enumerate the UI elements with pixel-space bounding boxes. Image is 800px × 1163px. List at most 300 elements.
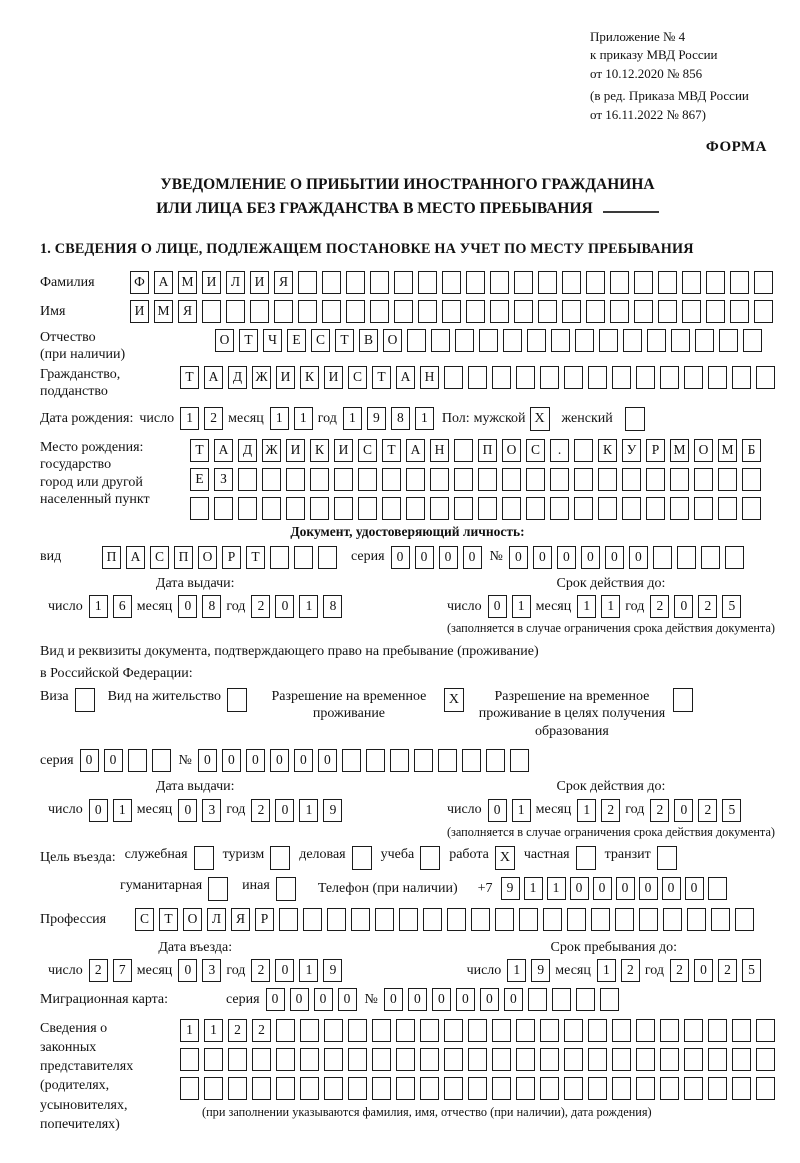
char-box[interactable] xyxy=(528,988,547,1011)
char-box[interactable] xyxy=(418,300,437,323)
char-box[interactable] xyxy=(454,497,473,520)
char-box[interactable] xyxy=(190,497,209,520)
char-box[interactable] xyxy=(447,908,466,931)
char-box[interactable]: 1 xyxy=(512,595,531,618)
purpose-humanitarian-checkbox[interactable] xyxy=(208,877,228,901)
char-box[interactable] xyxy=(468,1019,487,1042)
char-box[interactable] xyxy=(492,1019,511,1042)
char-box[interactable] xyxy=(495,908,514,931)
char-box[interactable] xyxy=(732,1019,751,1042)
purpose-private-checkbox[interactable] xyxy=(576,846,596,870)
char-box[interactable]: 0 xyxy=(488,595,507,618)
char-box[interactable]: 3 xyxy=(202,799,221,822)
char-box[interactable] xyxy=(468,366,487,389)
char-box[interactable]: 2 xyxy=(252,1019,271,1042)
char-box[interactable] xyxy=(663,908,682,931)
char-box[interactable]: 0 xyxy=(432,988,451,1011)
char-box[interactable] xyxy=(636,1077,655,1100)
char-box[interactable]: 0 xyxy=(581,546,600,569)
char-box[interactable]: 0 xyxy=(178,959,197,982)
char-box[interactable] xyxy=(660,1048,679,1071)
char-box[interactable]: 0 xyxy=(222,749,241,772)
char-box[interactable] xyxy=(612,1019,631,1042)
char-box[interactable]: 2 xyxy=(89,959,108,982)
char-box[interactable] xyxy=(370,271,389,294)
char-box[interactable]: К xyxy=(310,439,329,462)
char-box[interactable] xyxy=(586,271,605,294)
char-box[interactable] xyxy=(564,1077,583,1100)
char-box[interactable]: 0 xyxy=(408,988,427,1011)
char-box[interactable]: С xyxy=(311,329,330,352)
char-box[interactable]: 0 xyxy=(275,959,294,982)
char-box[interactable] xyxy=(711,908,730,931)
char-box[interactable] xyxy=(695,329,714,352)
char-box[interactable] xyxy=(588,1048,607,1071)
char-box[interactable]: 8 xyxy=(202,595,221,618)
char-box[interactable] xyxy=(598,497,617,520)
char-box[interactable]: 1 xyxy=(343,407,362,430)
char-box[interactable] xyxy=(407,329,426,352)
char-box[interactable] xyxy=(756,1048,775,1071)
char-box[interactable] xyxy=(538,300,557,323)
char-box[interactable] xyxy=(298,300,317,323)
char-box[interactable]: Б xyxy=(742,439,761,462)
char-box[interactable]: 1 xyxy=(89,595,108,618)
char-box[interactable]: Ж xyxy=(252,366,271,389)
char-box[interactable] xyxy=(492,1077,511,1100)
char-box[interactable] xyxy=(612,1048,631,1071)
char-box[interactable] xyxy=(562,271,581,294)
char-box[interactable]: 2 xyxy=(251,959,270,982)
char-box[interactable] xyxy=(732,366,751,389)
char-box[interactable]: Я xyxy=(274,271,293,294)
char-box[interactable] xyxy=(706,271,725,294)
char-box[interactable] xyxy=(366,749,385,772)
char-box[interactable] xyxy=(743,329,762,352)
char-box[interactable]: А xyxy=(214,439,233,462)
char-box[interactable] xyxy=(756,1019,775,1042)
char-box[interactable]: 0 xyxy=(674,799,693,822)
char-box[interactable]: 0 xyxy=(685,877,704,900)
char-box[interactable]: 6 xyxy=(113,595,132,618)
char-box[interactable] xyxy=(214,497,233,520)
char-box[interactable] xyxy=(276,1077,295,1100)
char-box[interactable]: К xyxy=(598,439,617,462)
char-box[interactable]: 3 xyxy=(202,959,221,982)
char-box[interactable] xyxy=(300,1019,319,1042)
char-box[interactable]: И xyxy=(334,439,353,462)
char-box[interactable] xyxy=(228,1048,247,1071)
char-box[interactable]: В xyxy=(359,329,378,352)
char-box[interactable]: О xyxy=(502,439,521,462)
char-box[interactable]: 0 xyxy=(318,749,337,772)
char-box[interactable] xyxy=(454,468,473,491)
char-box[interactable] xyxy=(588,1019,607,1042)
char-box[interactable]: Ф xyxy=(130,271,149,294)
char-box[interactable]: О xyxy=(183,908,202,931)
char-box[interactable] xyxy=(653,546,672,569)
char-box[interactable] xyxy=(423,908,442,931)
char-box[interactable] xyxy=(600,988,619,1011)
char-box[interactable] xyxy=(346,300,365,323)
char-box[interactable] xyxy=(550,497,569,520)
char-box[interactable] xyxy=(348,1019,367,1042)
char-box[interactable]: 1 xyxy=(577,595,596,618)
char-box[interactable] xyxy=(622,497,641,520)
char-box[interactable] xyxy=(180,1077,199,1100)
char-box[interactable] xyxy=(684,1048,703,1071)
char-box[interactable] xyxy=(543,908,562,931)
char-box[interactable] xyxy=(342,749,361,772)
char-box[interactable] xyxy=(492,1048,511,1071)
char-box[interactable]: 0 xyxy=(391,546,410,569)
char-box[interactable] xyxy=(574,497,593,520)
char-box[interactable] xyxy=(406,468,425,491)
char-box[interactable] xyxy=(478,497,497,520)
char-box[interactable] xyxy=(310,468,329,491)
char-box[interactable] xyxy=(286,497,305,520)
char-box[interactable] xyxy=(276,1048,295,1071)
char-box[interactable] xyxy=(490,300,509,323)
char-box[interactable] xyxy=(516,1048,535,1071)
char-box[interactable]: З xyxy=(214,468,233,491)
temporary-residence-education-checkbox[interactable] xyxy=(673,688,693,712)
char-box[interactable]: О xyxy=(694,439,713,462)
char-box[interactable] xyxy=(742,468,761,491)
char-box[interactable] xyxy=(550,468,569,491)
char-box[interactable] xyxy=(540,366,559,389)
char-box[interactable] xyxy=(694,497,713,520)
char-box[interactable]: 0 xyxy=(509,546,528,569)
char-box[interactable] xyxy=(431,329,450,352)
char-box[interactable]: 1 xyxy=(270,407,289,430)
char-box[interactable] xyxy=(552,988,571,1011)
char-box[interactable] xyxy=(479,329,498,352)
char-box[interactable] xyxy=(756,366,775,389)
char-box[interactable] xyxy=(636,1048,655,1071)
char-box[interactable]: 0 xyxy=(488,799,507,822)
char-box[interactable] xyxy=(576,988,595,1011)
char-box[interactable] xyxy=(394,271,413,294)
char-box[interactable] xyxy=(516,1019,535,1042)
char-box[interactable] xyxy=(128,749,147,772)
char-box[interactable] xyxy=(396,1019,415,1042)
char-box[interactable]: 0 xyxy=(89,799,108,822)
char-box[interactable]: 7 xyxy=(113,959,132,982)
char-box[interactable]: А xyxy=(126,546,145,569)
char-box[interactable]: 2 xyxy=(670,959,689,982)
char-box[interactable]: 0 xyxy=(415,546,434,569)
char-box[interactable] xyxy=(646,497,665,520)
char-box[interactable]: 0 xyxy=(593,877,612,900)
char-box[interactable] xyxy=(298,271,317,294)
char-box[interactable]: 0 xyxy=(178,799,197,822)
char-box[interactable] xyxy=(658,300,677,323)
char-box[interactable] xyxy=(682,300,701,323)
char-box[interactable]: 0 xyxy=(314,988,333,1011)
char-box[interactable] xyxy=(438,749,457,772)
char-box[interactable]: 8 xyxy=(323,595,342,618)
char-box[interactable] xyxy=(490,271,509,294)
char-box[interactable] xyxy=(204,1077,223,1100)
char-box[interactable] xyxy=(610,300,629,323)
char-box[interactable]: 1 xyxy=(180,1019,199,1042)
char-box[interactable] xyxy=(706,300,725,323)
char-box[interactable] xyxy=(346,271,365,294)
char-box[interactable]: 0 xyxy=(198,749,217,772)
char-box[interactable] xyxy=(262,468,281,491)
char-box[interactable] xyxy=(730,271,749,294)
purpose-transit-checkbox[interactable] xyxy=(657,846,677,870)
char-box[interactable]: М xyxy=(154,300,173,323)
char-box[interactable] xyxy=(324,1077,343,1100)
char-box[interactable] xyxy=(575,329,594,352)
char-box[interactable] xyxy=(599,329,618,352)
char-box[interactable]: И xyxy=(130,300,149,323)
char-box[interactable]: 1 xyxy=(577,799,596,822)
char-box[interactable] xyxy=(262,497,281,520)
char-box[interactable] xyxy=(466,271,485,294)
char-box[interactable]: И xyxy=(202,271,221,294)
char-box[interactable] xyxy=(348,1048,367,1071)
char-box[interactable]: С xyxy=(135,908,154,931)
char-box[interactable]: 2 xyxy=(650,799,669,822)
char-box[interactable] xyxy=(294,546,313,569)
char-box[interactable] xyxy=(598,468,617,491)
char-box[interactable]: И xyxy=(276,366,295,389)
char-box[interactable] xyxy=(351,908,370,931)
char-box[interactable] xyxy=(444,1048,463,1071)
char-box[interactable] xyxy=(660,366,679,389)
char-box[interactable] xyxy=(286,468,305,491)
char-box[interactable] xyxy=(732,1048,751,1071)
char-box[interactable]: 0 xyxy=(674,595,693,618)
char-box[interactable]: У xyxy=(622,439,641,462)
char-box[interactable] xyxy=(660,1019,679,1042)
char-box[interactable]: И xyxy=(324,366,343,389)
char-box[interactable]: П xyxy=(174,546,193,569)
char-box[interactable]: Р xyxy=(255,908,274,931)
char-box[interactable] xyxy=(588,366,607,389)
char-box[interactable] xyxy=(444,1077,463,1100)
char-box[interactable] xyxy=(478,468,497,491)
char-box[interactable] xyxy=(454,439,473,462)
char-box[interactable] xyxy=(708,366,727,389)
char-box[interactable]: 1 xyxy=(204,1019,223,1042)
char-box[interactable] xyxy=(527,329,546,352)
char-box[interactable] xyxy=(468,1077,487,1100)
char-box[interactable]: 0 xyxy=(662,877,681,900)
char-box[interactable]: 0 xyxy=(616,877,635,900)
char-box[interactable]: 2 xyxy=(251,799,270,822)
char-box[interactable]: Р xyxy=(646,439,665,462)
char-box[interactable] xyxy=(375,908,394,931)
char-box[interactable] xyxy=(466,300,485,323)
char-box[interactable]: 0 xyxy=(246,749,265,772)
char-box[interactable] xyxy=(300,1048,319,1071)
char-box[interactable]: А xyxy=(154,271,173,294)
char-box[interactable]: 1 xyxy=(512,799,531,822)
char-box[interactable] xyxy=(519,908,538,931)
purpose-other-checkbox[interactable] xyxy=(276,877,296,901)
char-box[interactable] xyxy=(442,300,461,323)
char-box[interactable]: 0 xyxy=(694,959,713,982)
char-box[interactable]: 2 xyxy=(601,799,620,822)
purpose-work-checkbox[interactable]: X xyxy=(495,846,515,870)
char-box[interactable] xyxy=(612,366,631,389)
char-box[interactable] xyxy=(682,271,701,294)
char-box[interactable]: О xyxy=(198,546,217,569)
char-box[interactable] xyxy=(226,300,245,323)
char-box[interactable] xyxy=(694,468,713,491)
char-box[interactable]: 1 xyxy=(299,595,318,618)
char-box[interactable] xyxy=(516,1077,535,1100)
char-box[interactable]: 9 xyxy=(323,959,342,982)
char-box[interactable]: П xyxy=(478,439,497,462)
char-box[interactable] xyxy=(623,329,642,352)
char-box[interactable] xyxy=(574,439,593,462)
char-box[interactable]: 0 xyxy=(639,877,658,900)
char-box[interactable]: 0 xyxy=(533,546,552,569)
char-box[interactable] xyxy=(394,300,413,323)
char-box[interactable]: Т xyxy=(372,366,391,389)
char-box[interactable]: 1 xyxy=(601,595,620,618)
char-box[interactable] xyxy=(396,1077,415,1100)
char-box[interactable] xyxy=(202,300,221,323)
char-box[interactable]: И xyxy=(250,271,269,294)
char-box[interactable] xyxy=(455,329,474,352)
char-box[interactable] xyxy=(636,1019,655,1042)
char-box[interactable]: 2 xyxy=(698,595,717,618)
char-box[interactable] xyxy=(279,908,298,931)
char-box[interactable] xyxy=(322,271,341,294)
char-box[interactable]: Т xyxy=(382,439,401,462)
char-box[interactable]: 0 xyxy=(80,749,99,772)
char-box[interactable]: 9 xyxy=(323,799,342,822)
char-box[interactable] xyxy=(300,1077,319,1100)
char-box[interactable] xyxy=(276,1019,295,1042)
char-box[interactable]: С xyxy=(526,439,545,462)
char-box[interactable] xyxy=(510,749,529,772)
char-box[interactable]: 1 xyxy=(299,799,318,822)
char-box[interactable] xyxy=(358,497,377,520)
char-box[interactable]: 5 xyxy=(722,799,741,822)
char-box[interactable]: Т xyxy=(239,329,258,352)
char-box[interactable] xyxy=(414,749,433,772)
char-box[interactable] xyxy=(370,300,389,323)
char-box[interactable] xyxy=(756,1077,775,1100)
char-box[interactable] xyxy=(514,271,533,294)
char-box[interactable]: 0 xyxy=(384,988,403,1011)
char-box[interactable] xyxy=(318,546,337,569)
char-box[interactable] xyxy=(492,366,511,389)
char-box[interactable] xyxy=(303,908,322,931)
char-box[interactable]: Д xyxy=(238,439,257,462)
char-box[interactable]: М xyxy=(718,439,737,462)
char-box[interactable] xyxy=(396,1048,415,1071)
char-box[interactable]: Р xyxy=(222,546,241,569)
char-box[interactable] xyxy=(238,468,257,491)
char-box[interactable] xyxy=(372,1077,391,1100)
char-box[interactable] xyxy=(634,271,653,294)
char-box[interactable] xyxy=(540,1077,559,1100)
char-box[interactable]: К xyxy=(300,366,319,389)
char-box[interactable]: 0 xyxy=(570,877,589,900)
char-box[interactable]: Д xyxy=(228,366,247,389)
char-box[interactable] xyxy=(442,271,461,294)
char-box[interactable]: Н xyxy=(430,439,449,462)
char-box[interactable] xyxy=(708,1019,727,1042)
char-box[interactable] xyxy=(462,749,481,772)
char-box[interactable] xyxy=(468,1048,487,1071)
char-box[interactable] xyxy=(516,366,535,389)
char-box[interactable] xyxy=(708,877,727,900)
char-box[interactable] xyxy=(310,497,329,520)
char-box[interactable]: Е xyxy=(287,329,306,352)
char-box[interactable] xyxy=(742,497,761,520)
char-box[interactable]: А xyxy=(204,366,223,389)
char-box[interactable] xyxy=(670,468,689,491)
char-box[interactable]: 2 xyxy=(698,799,717,822)
char-box[interactable]: М xyxy=(178,271,197,294)
char-box[interactable] xyxy=(719,329,738,352)
purpose-tourism-checkbox[interactable] xyxy=(270,846,290,870)
char-box[interactable]: 0 xyxy=(266,988,285,1011)
char-box[interactable] xyxy=(735,908,754,931)
char-box[interactable] xyxy=(204,1048,223,1071)
char-box[interactable] xyxy=(725,546,744,569)
char-box[interactable]: 0 xyxy=(480,988,499,1011)
char-box[interactable] xyxy=(622,468,641,491)
char-box[interactable]: 0 xyxy=(439,546,458,569)
char-box[interactable] xyxy=(270,546,289,569)
char-box[interactable] xyxy=(610,271,629,294)
char-box[interactable] xyxy=(591,908,610,931)
char-box[interactable] xyxy=(670,497,689,520)
char-box[interactable]: Т xyxy=(159,908,178,931)
char-box[interactable]: А xyxy=(406,439,425,462)
char-box[interactable] xyxy=(152,749,171,772)
char-box[interactable]: 0 xyxy=(270,749,289,772)
char-box[interactable] xyxy=(514,300,533,323)
char-box[interactable] xyxy=(444,1019,463,1042)
purpose-study-checkbox[interactable] xyxy=(420,846,440,870)
char-box[interactable]: С xyxy=(348,366,367,389)
char-box[interactable]: Е xyxy=(190,468,209,491)
char-box[interactable] xyxy=(636,366,655,389)
temporary-residence-checkbox[interactable]: X xyxy=(444,688,464,712)
char-box[interactable] xyxy=(430,468,449,491)
char-box[interactable] xyxy=(564,366,583,389)
char-box[interactable]: 1 xyxy=(524,877,543,900)
sex-female-checkbox[interactable] xyxy=(625,407,645,431)
char-box[interactable]: О xyxy=(215,329,234,352)
char-box[interactable]: 0 xyxy=(338,988,357,1011)
char-box[interactable] xyxy=(615,908,634,931)
char-box[interactable] xyxy=(324,1048,343,1071)
char-box[interactable]: 2 xyxy=(650,595,669,618)
char-box[interactable] xyxy=(430,497,449,520)
char-box[interactable] xyxy=(647,329,666,352)
char-box[interactable] xyxy=(486,749,505,772)
char-box[interactable]: Я xyxy=(231,908,250,931)
char-box[interactable]: 1 xyxy=(299,959,318,982)
char-box[interactable] xyxy=(538,271,557,294)
char-box[interactable]: Т xyxy=(190,439,209,462)
char-box[interactable]: Т xyxy=(180,366,199,389)
char-box[interactable]: 1 xyxy=(180,407,199,430)
char-box[interactable]: 0 xyxy=(504,988,523,1011)
